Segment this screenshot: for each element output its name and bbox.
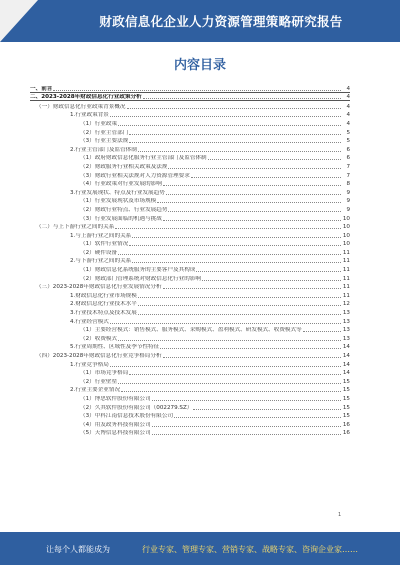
toc-entry-page: 15 — [342, 387, 350, 394]
toc-entry[interactable] — [30, 230, 350, 239]
toc-leader-dots — [138, 314, 341, 315]
toc-entry-text: （2）久其软件股份有限公司（002279.SZ） — [80, 404, 193, 411]
toc-entry[interactable] — [30, 256, 350, 265]
toc-entry-page: 10 — [342, 232, 350, 239]
toc-entry-text: （2）财政部门管理系统对财政信息化行业的影响 — [80, 275, 202, 282]
toc-leader-dots — [152, 426, 341, 427]
toc-entry[interactable] — [30, 110, 350, 119]
toc-leader-dots — [53, 90, 341, 91]
toc-entry[interactable] — [30, 316, 350, 325]
toc-entry-page: 7 — [346, 172, 350, 179]
page-number: 1 — [338, 512, 342, 518]
toc-entry[interactable] — [30, 204, 350, 213]
toc-entry-text: （1）软件行业情况 — [80, 241, 129, 248]
toc-leader-dots — [118, 340, 341, 341]
toc-entry-page: 10 — [342, 241, 350, 248]
toc-leader-dots — [152, 434, 341, 435]
page-footer — [0, 532, 400, 565]
toc-leader-dots — [168, 168, 341, 169]
toc-entry[interactable] — [30, 333, 350, 342]
toc-entry-text: （2）行业壁垒 — [80, 378, 118, 385]
page-header — [0, 0, 400, 42]
toc-entry-page: 15 — [342, 404, 350, 411]
toc-entry-text: （1）行业政策 — [80, 120, 118, 127]
toc-leader-dots — [118, 125, 341, 126]
toc-entry-page: 9 — [346, 198, 350, 205]
toc-entry[interactable] — [30, 299, 350, 308]
toc-entry-page: 5 — [346, 138, 350, 145]
toc-entry-text: （4）行业政策对行业发展的影响 — [80, 181, 162, 188]
footer-expert-list: 行业专家、管理专家、营销专家、战略专家、咨询企业家…… — [142, 545, 358, 554]
toc-entry[interactable] — [30, 101, 350, 110]
toc-entry[interactable] — [30, 93, 350, 102]
toc-entry[interactable] — [30, 359, 350, 368]
toc-leader-dots — [143, 98, 341, 99]
toc-entry-page: 8 — [346, 181, 350, 188]
toc-entry[interactable] — [30, 428, 350, 437]
toc-entry[interactable] — [30, 213, 350, 222]
toc-entry-text: （2）财政服务行业相关政策及法规 — [80, 163, 168, 170]
toc-leader-dots — [110, 366, 341, 367]
toc-entry[interactable] — [30, 196, 350, 205]
toc-entry-page: 6 — [346, 146, 350, 153]
toc-leader-dots — [303, 331, 341, 332]
toc-heading: 内容目录 — [173, 58, 226, 73]
toc-entry[interactable] — [30, 393, 350, 402]
toc-leader-dots — [110, 323, 341, 324]
toc-entry-page: 11 — [342, 258, 350, 265]
toc-entry[interactable] — [30, 368, 350, 377]
toc-entry-text: （2）硬件设备 — [80, 249, 118, 256]
toc-entry-page: 14 — [342, 361, 350, 368]
toc-entry[interactable] — [30, 264, 350, 273]
toc-entry-page: 13 — [342, 310, 350, 317]
toc-leader-dots — [174, 417, 341, 418]
toc-leader-dots — [138, 151, 341, 152]
toc-entry[interactable] — [30, 350, 350, 359]
toc-leader-dots — [163, 220, 341, 221]
toc-entry[interactable] — [30, 153, 350, 162]
toc-entry-text: 3.行业技术特点及技术发展 — [70, 310, 137, 317]
toc-entry-text: （三）2023-2028年财政信息化行业发展情况分析 — [36, 284, 162, 291]
toc-leader-dots — [129, 245, 341, 246]
toc-entry[interactable] — [30, 273, 350, 282]
toc-entry-text: 1.与上游行业之间的关系 — [70, 232, 132, 239]
toc-entry-page: 11 — [342, 292, 350, 299]
toc-leader-dots — [163, 185, 341, 186]
toc-entry-page: 15 — [342, 395, 350, 402]
toc-entry[interactable] — [30, 411, 350, 420]
toc-entry-page: 9 — [346, 206, 350, 213]
toc-entry-text: 一、前言 — [30, 85, 53, 92]
toc-leader-dots — [202, 280, 341, 281]
toc-entry[interactable] — [30, 239, 350, 248]
toc-entry-text: （四）2023-2028年财政信息化行业竞争格局分析 — [36, 353, 162, 359]
toc-entry[interactable] — [30, 385, 350, 394]
toc-entry-text: （1）市场竞争格局 — [80, 370, 129, 377]
toc-entry-page: 10 — [342, 215, 350, 222]
footer-slogan: 让每个人都能成为 — [46, 545, 110, 554]
toc-entry-page: 15 — [342, 413, 350, 420]
toc-entry-text: （1）行业发展现状及市场规模 — [80, 198, 157, 205]
toc-entry[interactable] — [30, 342, 350, 351]
toc-entry-text: （一）财政信息化行业政策背景概况 — [36, 103, 126, 110]
toc-entry-text: （3）财政行业相关法规对人力资源管理要求 — [80, 172, 190, 179]
toc-leader-dots — [118, 383, 341, 384]
toc-leader-dots — [208, 159, 341, 160]
toc-entry-page: 14 — [342, 344, 350, 351]
toc-entry-page: 4 — [346, 112, 350, 119]
toc-leader-dots — [196, 271, 341, 272]
toc-entry-page: 5 — [346, 129, 350, 136]
toc-entry-text: 1.行业竞争格局 — [70, 361, 109, 368]
toc-entry-page: 4 — [346, 94, 350, 101]
toc-leader-dots — [132, 237, 341, 238]
toc-entry[interactable] — [30, 179, 350, 188]
toc-entry-page: 11 — [342, 275, 350, 282]
toc-leader-dots — [193, 409, 341, 410]
toc-entry-page: 11 — [342, 284, 350, 291]
toc-leader-dots — [110, 116, 341, 117]
toc-entry[interactable] — [30, 136, 350, 145]
toc-entry[interactable] — [30, 247, 350, 256]
toc-entry-text: （3）行业发展面临的机遇与挑战 — [80, 215, 162, 222]
toc-entry-text: 1.财政信息化行业市场规模 — [70, 292, 137, 299]
toc-entry-page: 11 — [342, 267, 350, 274]
report-title: 财政信息化企业人力资源管理策略研究报告 — [99, 14, 343, 29]
toc-entry[interactable] — [30, 118, 350, 127]
toc-entry[interactable] — [30, 222, 350, 231]
toc-entry-text: （2）财政行业特点、行业发展趋势 — [80, 206, 168, 213]
toc-entry-page: 15 — [342, 378, 350, 385]
toc-leader-dots — [138, 297, 341, 298]
toc-entry[interactable] — [30, 325, 350, 334]
toc-entry-text: （二）与上下游行业之间的关系 — [36, 224, 115, 231]
toc-leader-dots — [132, 262, 341, 263]
toc-leader-dots — [163, 357, 341, 358]
toc-entry-page: 4 — [346, 120, 350, 127]
toc-entry[interactable] — [30, 187, 350, 196]
toc-entry-page: 13 — [342, 335, 350, 342]
toc-leader-dots — [160, 348, 341, 349]
toc-leader-dots — [152, 400, 341, 401]
toc-entry-page: 10 — [342, 224, 350, 231]
toc-entry-page: 13 — [342, 327, 350, 334]
toc-leader-dots — [168, 211, 341, 212]
toc-entry-text: 5.行业周期性、区域性及季节性特征 — [70, 344, 160, 351]
toc-entry-text: （1）博思软件股份有限公司 — [80, 395, 151, 402]
toc-leader-dots — [127, 108, 341, 109]
toc-entry-text: （4）用友政务科技有限公司 — [80, 421, 151, 428]
toc-entry-page: 14 — [342, 370, 350, 377]
toc-entry-page: 16 — [342, 421, 350, 428]
toc-entry-text: 2.行业主要企业情况 — [70, 387, 121, 394]
toc-entry-text: （1）财政信息化系统服务的主要客户及其构成 — [80, 267, 196, 274]
toc-entry-text: （1）主要经营模式：销售模式、服务模式、采购模式、盈利模式、研发模式、收费模式等 — [80, 327, 302, 334]
toc-leader-dots — [138, 305, 341, 306]
toc-entry-page: 6 — [346, 155, 350, 162]
toc-entry-page: 11 — [342, 249, 350, 256]
toc-entry-text: 二、2023-2028年财政信息化行业政策分析 — [30, 94, 142, 101]
toc-entry-page: 14 — [342, 353, 350, 359]
toc-entry-page: 4 — [346, 103, 350, 110]
toc-entry[interactable] — [30, 402, 350, 411]
toc-leader-dots — [121, 391, 341, 392]
toc-entry-text: （2）行业主管部门 — [80, 129, 129, 136]
toc-entry[interactable] — [30, 307, 350, 316]
toc-entry-text: （5）天博信息科技有限公司 — [80, 430, 151, 437]
toc-entry-text: 2.行业主管部门及监管体制 — [70, 146, 137, 153]
toc-entry[interactable] — [30, 376, 350, 385]
toc-entry-text: （3）中科江南信息技术股份有限公司 — [80, 413, 174, 420]
toc-entry-page: 16 — [342, 430, 350, 437]
toc-entry-text: （2）收费模式 — [80, 335, 118, 342]
toc-entry[interactable] — [30, 84, 350, 93]
toc-entry[interactable] — [30, 161, 350, 170]
toc-leader-dots — [166, 194, 341, 195]
toc-entry-page: 4 — [346, 85, 350, 92]
toc-leader-dots — [129, 142, 341, 143]
toc-entry[interactable] — [30, 127, 350, 136]
toc-entry-text: 3.行业发展现状、特点及行业发展趋势 — [70, 189, 165, 196]
toc-entry-page: 7 — [346, 163, 350, 170]
toc-entry-text: 1.行业政策背景 — [70, 112, 109, 119]
toc-entry-page: 9 — [346, 189, 350, 196]
toc-entry-text: 2.与下游行业之间的关系 — [70, 258, 132, 265]
toc-entry-text: 2.财政信息化行业技术水平 — [70, 301, 137, 308]
toc-leader-dots — [163, 288, 341, 289]
toc-entry[interactable] — [30, 282, 350, 291]
toc-entry-text: 4.行业经营模式 — [70, 318, 109, 325]
toc-entry-text: （1）政府财政信息化服务行业主管部门及监管体制 — [80, 155, 207, 162]
toc-leader-dots — [129, 134, 341, 135]
toc-leader-dots — [129, 374, 341, 375]
toc-leader-dots — [115, 228, 341, 229]
table-of-contents — [30, 84, 350, 436]
toc-leader-dots — [191, 177, 341, 178]
toc-entry-page: 13 — [342, 318, 350, 325]
toc-entry[interactable] — [30, 419, 350, 428]
header-corner-decoration — [0, 0, 38, 42]
toc-entry[interactable] — [30, 170, 350, 179]
toc-entry-page: 12 — [342, 301, 350, 308]
toc-entry[interactable] — [30, 144, 350, 153]
toc-leader-dots — [118, 254, 341, 255]
toc-entry[interactable] — [30, 290, 350, 299]
toc-entry-text: （3）行业主要法规 — [80, 138, 129, 145]
toc-leader-dots — [157, 202, 341, 203]
